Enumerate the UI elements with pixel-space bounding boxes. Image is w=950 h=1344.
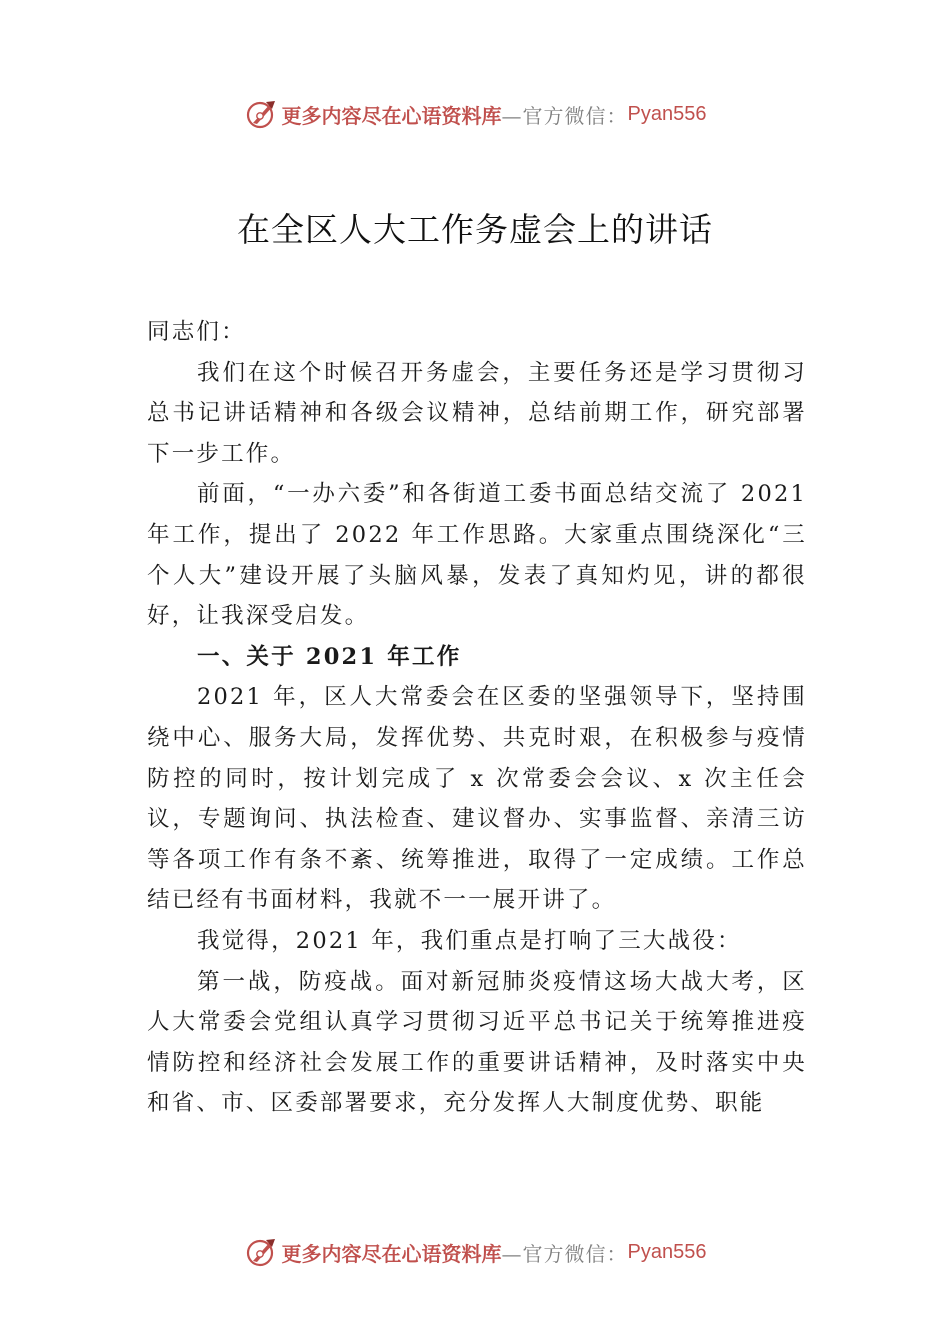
feather-pen-circle-icon: [244, 1235, 278, 1269]
paragraph: 前面，“一办六委”和各街道工委书面总结交流了 2021 年工作，提出了 2022 年工作思路。大家重点围绕深化“三个人大”建设开展了头脑风暴，发表了真知灼见，讲的都很好，让我深受启发。: [147, 481, 807, 630]
watermark-wechat-id: Pyan556: [627, 102, 707, 125]
watermark-separator-text: —官方微信：: [501, 1241, 628, 1266]
watermark-brand-text: 更多内容尽在心语资料库: [281, 103, 502, 128]
watermark-separator-text: —官方微信：: [501, 103, 628, 128]
watermark-wechat-id: Pyan556: [627, 1240, 707, 1263]
paragraph: 我们在这个时候召开务虚会，主要任务还是学习贯彻习总书记讲话精神和各级会议精神，总结前期工作，研究部署下一步工作。: [147, 359, 807, 467]
paragraph: 2021 年，区人大常委会在区委的坚强领导下，坚持围绕中心、服务大局，发挥优势、共克时艰，在积极参与疫情防控的同时，按计划完成了 x 次常委会会议、x 次主任会议，专题询问、执法检查、建议督办、实事监督、亲清三访等各项工作有条不紊、统筹推进，取得了一定成绩。工作总结已经有书面材料，我就不一一展开讲了。: [147, 684, 807, 914]
paragraph: 我觉得，2021 年，我们重点是打响了三大战役：: [197, 927, 742, 954]
watermark-footer: [0, 1232, 950, 1272]
watermark-header: [0, 94, 950, 134]
section-heading: 一、关于 2021 年工作: [197, 643, 462, 670]
feather-pen-circle-icon: [244, 97, 278, 131]
document-title: 在全区人大工作务虚会上的讲话: [237, 210, 713, 249]
paragraph: 第一战，防疫战。面对新冠肺炎疫情这场大战大考，区人大常委会党组认真学习贯彻习近平总书记关于统筹推进疫情防控和经济社会发展工作的重要讲话精神，及时落实中央和省、市、区委部署要求，充分发挥人大制度优势、职能: [147, 968, 807, 1117]
watermark-brand-text: 更多内容尽在心语资料库: [281, 1241, 502, 1266]
document-body: [147, 312, 807, 1124]
salutation: 同志们：: [147, 319, 246, 345]
